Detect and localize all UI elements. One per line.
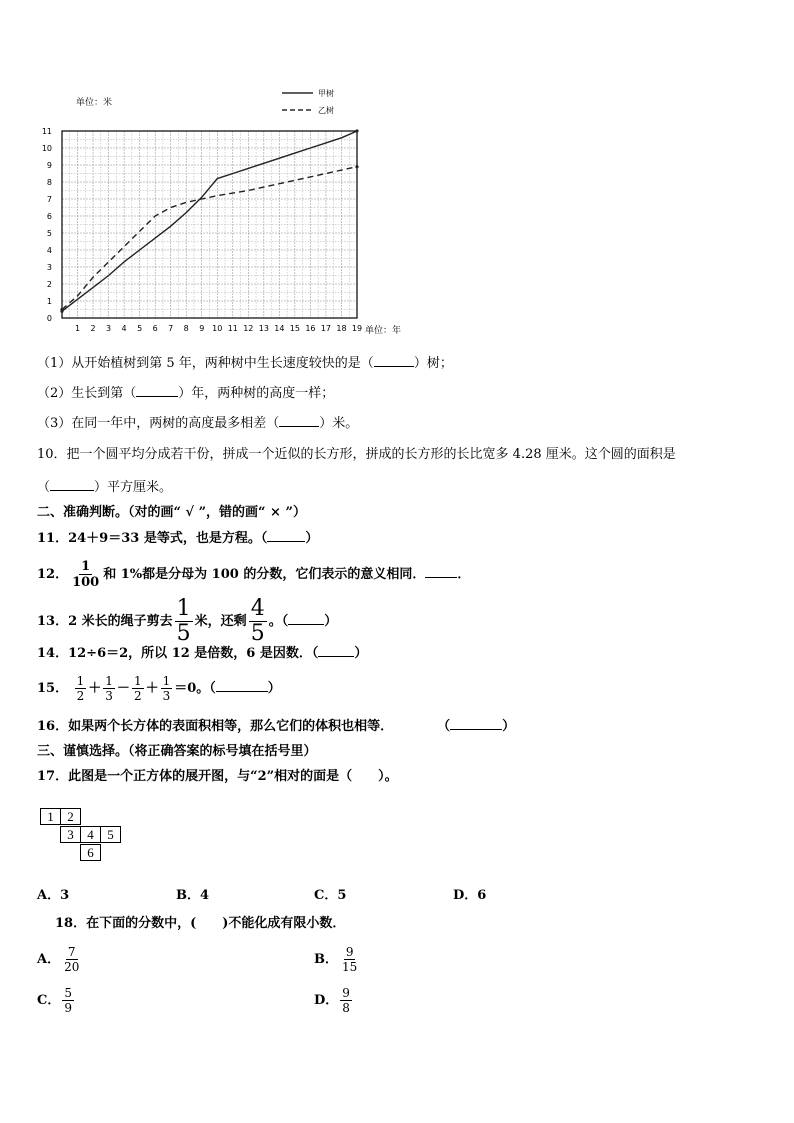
y-tick-label: 9: [46, 161, 52, 170]
growth-chart: [30, 82, 410, 340]
legend-label-yi: 乙树: [318, 106, 334, 115]
x-tick-label: 4: [121, 324, 127, 333]
q14: 14．12÷6＝2，所以 12 是倍数，6 是因数．（ ）: [37, 646, 368, 661]
answer-blank[interactable]: [216, 691, 268, 692]
x-tick-label: 18: [336, 324, 347, 333]
net-face-3: 3: [60, 826, 81, 843]
y-tick-label: 5: [46, 229, 52, 238]
y-tick-label: 2: [46, 280, 52, 289]
x-tick-label: 5: [137, 324, 143, 333]
y-tick-label: 1: [46, 297, 52, 306]
y-axis-label: 单位：米: [76, 98, 113, 108]
x-tick-label: 13: [258, 324, 269, 333]
x-tick-label: 3: [106, 324, 112, 333]
q18-text: 18．在下面的分数中，( )不能化成有限小数．: [55, 916, 346, 931]
x-tick-label: 2: [90, 324, 96, 333]
q17-text: 17．此图是一个正方体的展开图，与“2”相对的面是（ ）。: [37, 769, 398, 784]
y-tick-label: 11: [41, 127, 52, 136]
section-2-heading: 二、准确判断。（对的画“ √ ”，错的画“ × ”）: [37, 505, 306, 520]
fraction: $\frac{7}{20}$: [64, 945, 80, 974]
x-tick-label: 1: [74, 324, 81, 333]
q16: 16．如果两个长方体的表面积相等，那么它们的体积也相等． （ ）: [37, 719, 516, 734]
q17-option-c[interactable]: C．5: [314, 888, 347, 903]
answer-blank[interactable]: [318, 656, 354, 657]
q9-part1: （1）从开始植树到第 5 年，两种树中生长速度较快的是（ ）树；: [37, 356, 453, 371]
fraction: $\frac{9}{8}$: [342, 986, 350, 1015]
x-tick-label: 15: [289, 324, 300, 333]
q12: 12． $\frac{1}{100}$ 和 1%都是分母为 100 的分数，它们表示的意义相同． ．: [37, 559, 471, 590]
answer-blank[interactable]: [450, 729, 502, 730]
q9-part2: （2）生长到第（ ）年，两种树的高度一样；: [37, 386, 335, 401]
legend-label-jia: 甲树: [318, 89, 334, 98]
y-tick-label: 6: [46, 212, 52, 221]
net-face-5: 5: [100, 826, 121, 843]
answer-blank[interactable]: [279, 426, 319, 427]
section-3-heading: 三、谨慎选择。（将正确答案的标号填在括号里）: [37, 744, 317, 759]
q18-option-c[interactable]: C． $\frac{5}{9}$: [37, 986, 72, 1015]
answer-blank[interactable]: [50, 490, 94, 491]
answer-blank[interactable]: [288, 624, 324, 625]
net-face-1: 1: [40, 808, 61, 825]
y-tick-label: 3: [46, 263, 52, 272]
q18-option-d[interactable]: D． $\frac{9}{8}$: [314, 986, 350, 1015]
x-tick-label: 11: [227, 324, 238, 333]
answer-blank[interactable]: [136, 396, 178, 397]
net-face-2: 2: [60, 808, 81, 825]
q10-text: 10．把一个圆平均分成若干份，拼成一个近似的长方形，拼成的长方形的长比宽多 4.28 厘米。这个圆的面积是: [37, 447, 676, 462]
fraction: $\frac{9}{15}$: [342, 945, 358, 974]
fraction: $\frac{4}{5}$: [250, 596, 265, 646]
x-tick-label: 16: [305, 324, 316, 333]
q17-option-a[interactable]: A．3: [37, 888, 70, 903]
y-tick-label: 10: [41, 144, 52, 153]
x-axis-label: 单位：年: [365, 326, 402, 336]
q17-option-d[interactable]: D．6: [453, 888, 487, 903]
y-tick-label: 8: [46, 178, 52, 187]
point-jia: [355, 129, 358, 132]
x-tick-label: 19: [351, 324, 363, 333]
answer-blank[interactable]: [374, 366, 414, 367]
point-yi: [60, 308, 63, 311]
net-face-4: 4: [80, 826, 101, 843]
x-tick-label: 7: [168, 324, 174, 333]
q10-line2: （ ）平方厘米。: [37, 480, 173, 495]
y-tick-labels: [42, 127, 52, 323]
q11: 11．24＋9＝33 是等式，也是方程。（ ）: [37, 531, 319, 546]
chart-grid: [62, 131, 357, 318]
x-tick-label: 10: [212, 324, 223, 333]
fraction: $\frac{5}{9}$: [64, 986, 72, 1015]
x-tick-label: 12: [243, 324, 254, 333]
y-tick-label: 4: [46, 246, 52, 255]
fraction: $\frac{1}{100}$: [72, 559, 100, 590]
y-tick-label: 0: [46, 314, 52, 323]
fraction: $\frac{1}{2}$: [133, 674, 142, 703]
fraction: $\frac{1}{2}$: [76, 674, 85, 703]
fraction: $\frac{1}{3}$: [105, 674, 113, 703]
y-tick-label: 7: [46, 195, 52, 204]
q17-option-b[interactable]: B．4: [176, 888, 210, 903]
q9-part3: （3）在同一年中，两树的高度最多相差（ ）米。: [37, 416, 359, 431]
fraction: $\frac{1}{5}$: [176, 596, 191, 646]
q15: 15． $\frac{1}{2}$ ＋ $\frac{1}{3}$ － $\frac{1}{2}$ ＋ $\frac{1}{3}$ ＝0。（ ）: [37, 674, 281, 703]
answer-blank[interactable]: [425, 577, 457, 578]
q18-option-a[interactable]: A． $\frac{7}{20}$: [37, 945, 80, 974]
answer-blank[interactable]: [267, 541, 305, 542]
x-tick-label: 9: [199, 324, 205, 333]
fraction: $\frac{1}{3}$: [162, 674, 171, 703]
point-yi: [355, 165, 358, 168]
x-tick-label: 14: [274, 324, 285, 333]
x-tick-label: 8: [183, 324, 189, 333]
q18-option-b[interactable]: B． $\frac{9}{15}$: [314, 945, 358, 974]
q13: 13．2 米长的绳子剪去 $\frac{1}{5}$ 米，还剩 $\frac{4}{5}$ 。（ ）: [37, 596, 338, 646]
x-tick-label: 6: [152, 324, 158, 333]
x-tick-label: 17: [320, 324, 332, 333]
net-face-6: 6: [80, 844, 101, 861]
x-tick-labels: [75, 324, 362, 333]
